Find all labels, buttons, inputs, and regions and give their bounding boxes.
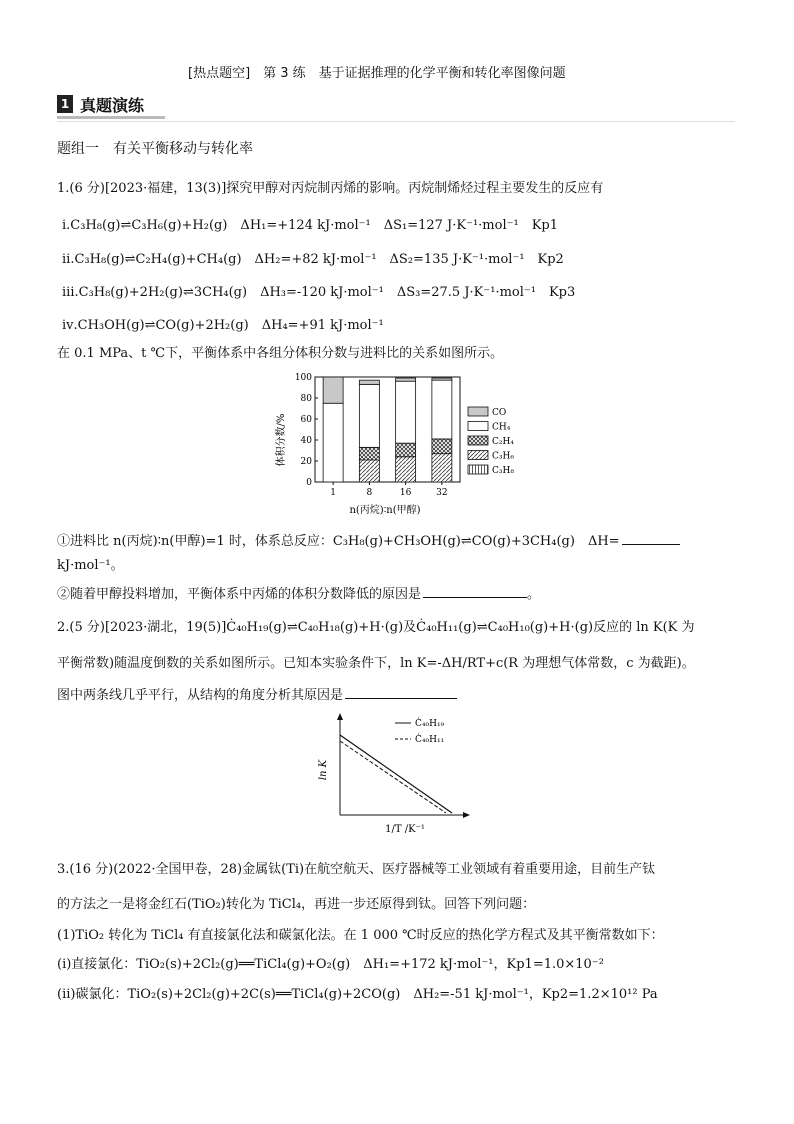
y-tick-label: 40 xyxy=(300,436,312,446)
legend-label: C₃H₆ xyxy=(492,451,514,462)
q2-line2: 平衡常数)随温度倒数的关系如图所示。已知本实验条件下，ln K=-ΔH/RT+c(R 为理想气体常数，c 为截距)。 xyxy=(57,656,695,671)
bar-segment-2-3 xyxy=(396,381,416,443)
legend-swatch xyxy=(468,422,488,431)
y-tick-label: 80 xyxy=(300,394,312,404)
y-tick-label: 100 xyxy=(294,373,312,383)
q3-line5: (ⅱ)碳氯化：TiO₂(s)+2Cl₂(g)+2C(s)══TiCl₄(g)+2CO(g) ΔH₂=-51 kJ·mol⁻¹，Kp2=1.2×10¹² Pa xyxy=(57,987,658,1002)
q2-answer-blank[interactable] xyxy=(345,686,457,699)
section-title: 真题演练 xyxy=(80,96,145,115)
q3-line3: (1)TiO₂ 转化为 TiCl₄ 有直接氯化法和碳氯化法。在 1 000 ℃时反应的热化学方程式及其平衡常数如下： xyxy=(57,928,664,943)
q1-sub1-unit: kJ·mol⁻¹。 xyxy=(57,558,124,573)
q1-sub1-answer-blank[interactable] xyxy=(622,532,680,545)
lnk-line-chart xyxy=(315,712,475,840)
legend-label-c40h11: Ċ₄₀H₁₁ xyxy=(415,735,445,745)
bar-segment-1-1 xyxy=(359,460,379,482)
legend-label: C₂H₄ xyxy=(492,437,514,447)
chart2-y-arrow xyxy=(337,713,343,720)
section-underline xyxy=(57,116,165,119)
q1-reaction-1: ⅰ.C₃H₈(g)⇌C₃H₆(g)+H₂(g) ΔH₁=+124 kJ·mol⁻¹ ΔS₁=127 J·K⁻¹·mol⁻¹ Kp1 xyxy=(62,218,558,233)
page-title: [热点题空] 第 3 练 基于证据推理的化学平衡和转化率图像问题 xyxy=(188,66,566,81)
bar-segment-1-3 xyxy=(359,384,379,447)
bar-segment-1-4 xyxy=(359,380,379,384)
legend-label: C₃H₈ xyxy=(492,466,514,476)
y-tick-label: 20 xyxy=(300,457,312,467)
q3-line1: 3.(16 分)(2022·全国甲卷，28)金属钛(Ti)在航空航天、医疗器械等工业领域有着重要用途，目前生产钛 xyxy=(57,862,656,877)
q1-reaction-2: ⅱ.C₃H₈(g)⇌C₂H₄(g)+CH₄(g) ΔH₂=+82 kJ·mol⁻¹ ΔS₂=135 J·K⁻¹·mol⁻¹ Kp2 xyxy=(62,252,564,267)
bar-segment-2-2 xyxy=(396,443,416,457)
bar-segment-1-2 xyxy=(359,447,379,460)
legend-swatch xyxy=(468,436,488,445)
section-badge: 1 xyxy=(57,95,73,113)
x-tick-label: 16 xyxy=(399,488,412,498)
chart1-ylabel: 体积分数/% xyxy=(276,413,287,467)
q1-reaction-4: ⅳ.CH₃OH(g)⇌CO(g)+2H₂(g) ΔH₄=+91 kJ·mol⁻¹ xyxy=(62,318,384,333)
bar-segment-0-4 xyxy=(323,377,343,403)
y-tick-label: 60 xyxy=(300,415,312,425)
q3-line2: 的方法之一是将金红石(TiO₂)转化为 TiCl₄，再进一步还原得到钛。回答下列问题： xyxy=(57,897,536,912)
q2-line3: 图中两条线几乎平行，从结构的角度分析其原因是 xyxy=(57,688,344,703)
q1-sub2: ②随着甲醇投料增加，平衡体系中丙烯的体积分数降低的原因是 xyxy=(57,587,422,602)
q1-sub1: ①进料比 n(丙烷)∶n(甲醇)=1 时，体系总反应：C₃H₈(g)+CH₃OH(g)⇌CO(g)+3CH₄(g) ΔH= xyxy=(57,534,620,549)
legend-label-c40h19: Ċ₄₀H₁₉ xyxy=(415,719,445,729)
bar-segment-0-3 xyxy=(323,403,343,482)
legend-swatch xyxy=(468,465,488,474)
q1-reaction-3: ⅲ.C₃H₈(g)+2H₂(g)⇌3CH₄(g) ΔH₃=-120 kJ·mol⁻¹ ΔS₃=27.5 J·K⁻¹·mol⁻¹ Kp3 xyxy=(62,285,576,300)
x-tick-label: 1 xyxy=(330,488,336,498)
y-tick-label: 0 xyxy=(306,478,312,488)
bar-segment-3-4 xyxy=(432,378,452,380)
legend-label: CO xyxy=(492,408,507,418)
group-title: 题组一 有关平衡移动与转化率 xyxy=(57,141,253,157)
series-line-c40h19 xyxy=(340,735,452,813)
q2-line1: 2.(5 分)[2023·湖北，19(5)]Ċ₄₀H₁₉(g)⇌C₄₀H₁₈(g)+H·(g)及Ċ₄₀H₁₁(g)⇌C₄₀H₁₀(g)+H·(g)反应的 ln K(K 为 xyxy=(57,620,695,635)
series-line-c40h11 xyxy=(340,741,446,813)
bar-segment-3-3 xyxy=(432,380,452,439)
chart2-xlabel: 1/T /K⁻¹ xyxy=(385,824,425,835)
chart2-ylabel: ln K xyxy=(318,759,329,781)
bar-segment-2-4 xyxy=(396,378,416,381)
legend-swatch xyxy=(468,407,488,416)
bar-segment-2-1 xyxy=(396,457,416,482)
q1-condition: 在 0.1 MPa、t ℃下，平衡体系中各组分体积分数与进料比的关系如图所示。 xyxy=(57,346,504,361)
x-tick-label: 32 xyxy=(436,488,448,498)
stacked-bar-chart xyxy=(270,365,530,517)
q1-sub2-end: 。 xyxy=(527,587,541,602)
section-divider xyxy=(57,121,735,122)
legend-swatch xyxy=(468,451,488,460)
chart1-xlabel: n(丙烷)∶n(甲醇) xyxy=(349,505,421,516)
legend-label: CH₄ xyxy=(492,422,511,433)
x-tick-label: 8 xyxy=(366,488,373,498)
bar-segment-3-2 xyxy=(432,439,452,454)
bar-segment-3-1 xyxy=(432,454,452,482)
q3-line4: (ⅰ)直接氯化：TiO₂(s)+2Cl₂(g)══TiCl₄(g)+O₂(g) ΔH₁=+172 kJ·mol⁻¹，Kp1=1.0×10⁻² xyxy=(57,957,604,972)
q1-sub2-answer-blank[interactable] xyxy=(423,585,527,598)
chart2-x-arrow xyxy=(463,812,470,818)
q1-intro: 1.(6 分)[2023·福建，13(3)]探究甲醇对丙烷制丙烯的影响。丙烷制烯烃过程主要发生的反应有 xyxy=(57,181,604,196)
